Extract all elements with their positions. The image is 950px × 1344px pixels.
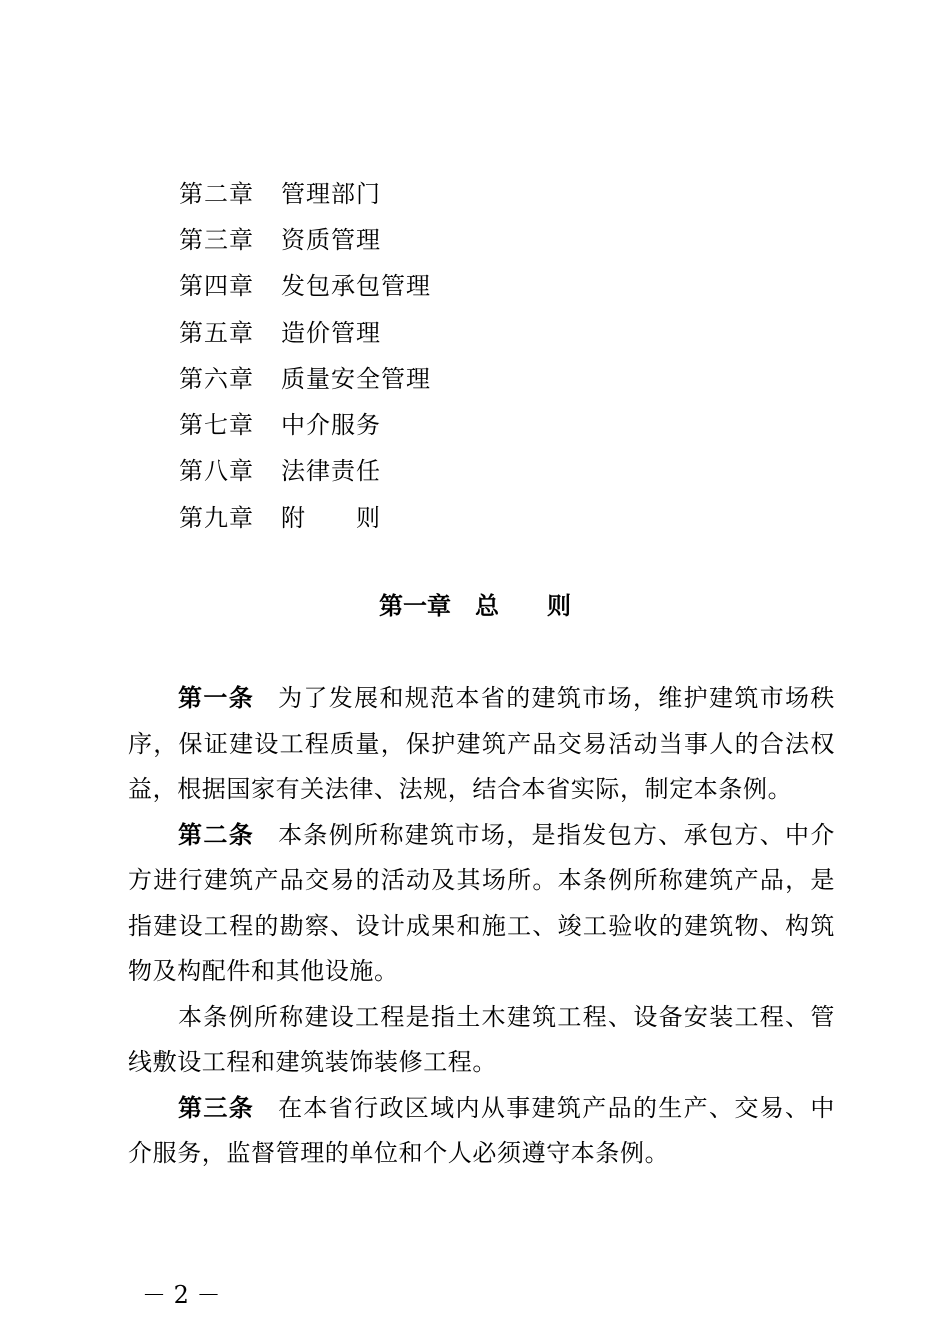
article-text: 本条例所称建筑市场，是指发包方、承包方、中介方进行建筑产品交易的活动及其场所。本条例所称建筑产品，是指建设工程的勘察、设计成果和施工、竣工验收的建筑物、构筑物及构配件和其他设施。 xyxy=(128,820,835,985)
article-paragraph xyxy=(128,1086,835,1177)
toc-chapter-number: 第九章 xyxy=(179,503,254,532)
toc-entry xyxy=(179,214,579,260)
toc-entry xyxy=(179,353,579,399)
toc-chapter-title: 管理部门 xyxy=(281,179,381,208)
chapter-heading: 第一章 总 则 xyxy=(379,592,571,620)
toc-chapter-title: 发包承包管理 xyxy=(281,272,431,301)
toc-chapter-title: 附 则 xyxy=(281,503,381,532)
toc-entry xyxy=(179,261,579,307)
article-text: 本条例所称建设工程是指土木建筑工程、设备安装工程、管线敷设工程和建筑装饰装修工程。 xyxy=(128,1002,835,1076)
toc-chapter-number: 第八章 xyxy=(179,457,254,486)
toc-entry xyxy=(179,446,579,492)
table-of-contents xyxy=(179,168,579,538)
toc-chapter-number: 第二章 xyxy=(179,179,254,208)
article-paragraph xyxy=(128,676,835,813)
article-number: 第一条 xyxy=(178,684,255,712)
toc-chapter-number: 第三章 xyxy=(179,225,254,254)
toc-entry xyxy=(179,492,579,538)
toc-chapter-number: 第四章 xyxy=(179,272,254,301)
toc-chapter-number: 第六章 xyxy=(179,364,254,393)
toc-chapter-title: 质量安全管理 xyxy=(281,364,431,393)
toc-entry xyxy=(179,307,579,353)
toc-entry xyxy=(179,168,579,214)
toc-entry xyxy=(179,399,579,445)
toc-chapter-number: 第七章 xyxy=(179,411,254,440)
article-paragraph xyxy=(128,995,835,1086)
toc-chapter-title: 法律责任 xyxy=(281,457,381,486)
article-body xyxy=(128,676,835,1177)
article-paragraph xyxy=(128,813,835,995)
article-number: 第三条 xyxy=(178,1093,255,1122)
toc-chapter-title: 造价管理 xyxy=(281,318,381,347)
article-number: 第二条 xyxy=(178,820,255,849)
article-text: 为了发展和规范本省的建筑市场，维护建筑市场秩序，保证建设工程质量，保护建筑产品交易活动当事人的合法权益，根据国家有关法律、法规，结合本省实际，制定本条例。 xyxy=(128,684,835,803)
page-number: － 2 － xyxy=(142,1281,221,1309)
toc-chapter-number: 第五章 xyxy=(179,318,254,347)
toc-chapter-title: 资质管理 xyxy=(281,225,381,254)
article-text: 在本省行政区域内从事建筑产品的生产、交易、中介服务，监督管理的单位和个人必须遵守本条例。 xyxy=(128,1093,835,1167)
toc-chapter-title: 中介服务 xyxy=(281,411,381,440)
